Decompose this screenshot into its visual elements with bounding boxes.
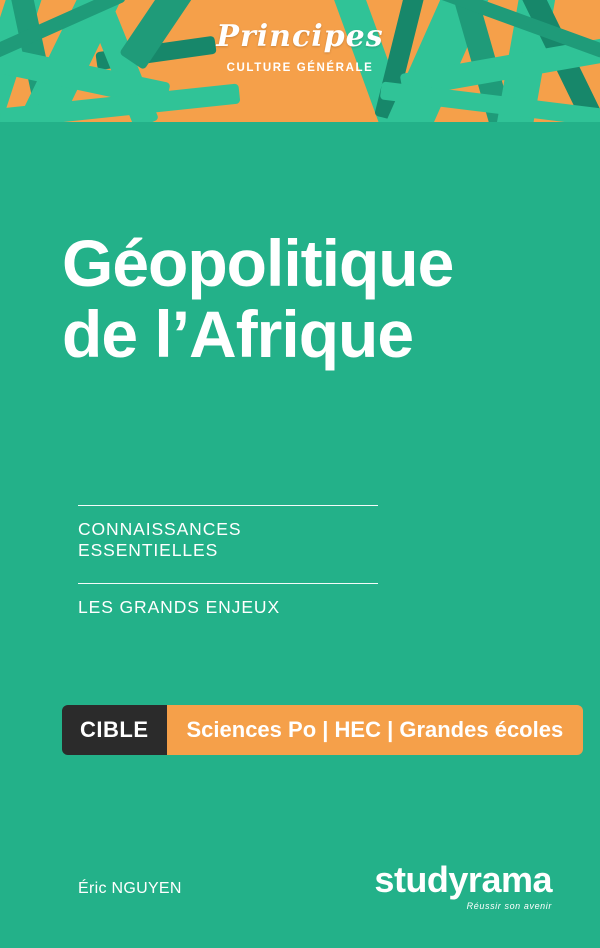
subtitle-list [78, 505, 378, 618]
publisher-tagline: Réussir son avenir [466, 901, 552, 911]
subtitle-item [78, 505, 378, 561]
target-audience-bar [62, 705, 583, 755]
subtitle-item [78, 583, 378, 618]
publisher-logo [374, 859, 552, 911]
publisher-name: studyrama [374, 859, 552, 900]
collection-category: CULTURE GÉNÉRALE [226, 62, 374, 74]
target-value: Sciences Po | HEC | Grandes écoles [167, 705, 584, 755]
collection-title: Principes [216, 19, 384, 54]
target-label: CIBLE [62, 705, 167, 755]
subtitle-text: CONNAISSANCES ESSENTIELLES [78, 519, 242, 560]
banner-text-group [0, 0, 600, 122]
author-name: Éric NGUYEN [78, 880, 182, 897]
subtitle-text: LES GRANDS ENJEUX [78, 597, 281, 617]
title-block [62, 228, 562, 371]
book-title-line-1: Géopolitique [62, 226, 454, 300]
book-title-line-2: de l’Afrique [62, 297, 414, 372]
top-banner [0, 0, 600, 122]
